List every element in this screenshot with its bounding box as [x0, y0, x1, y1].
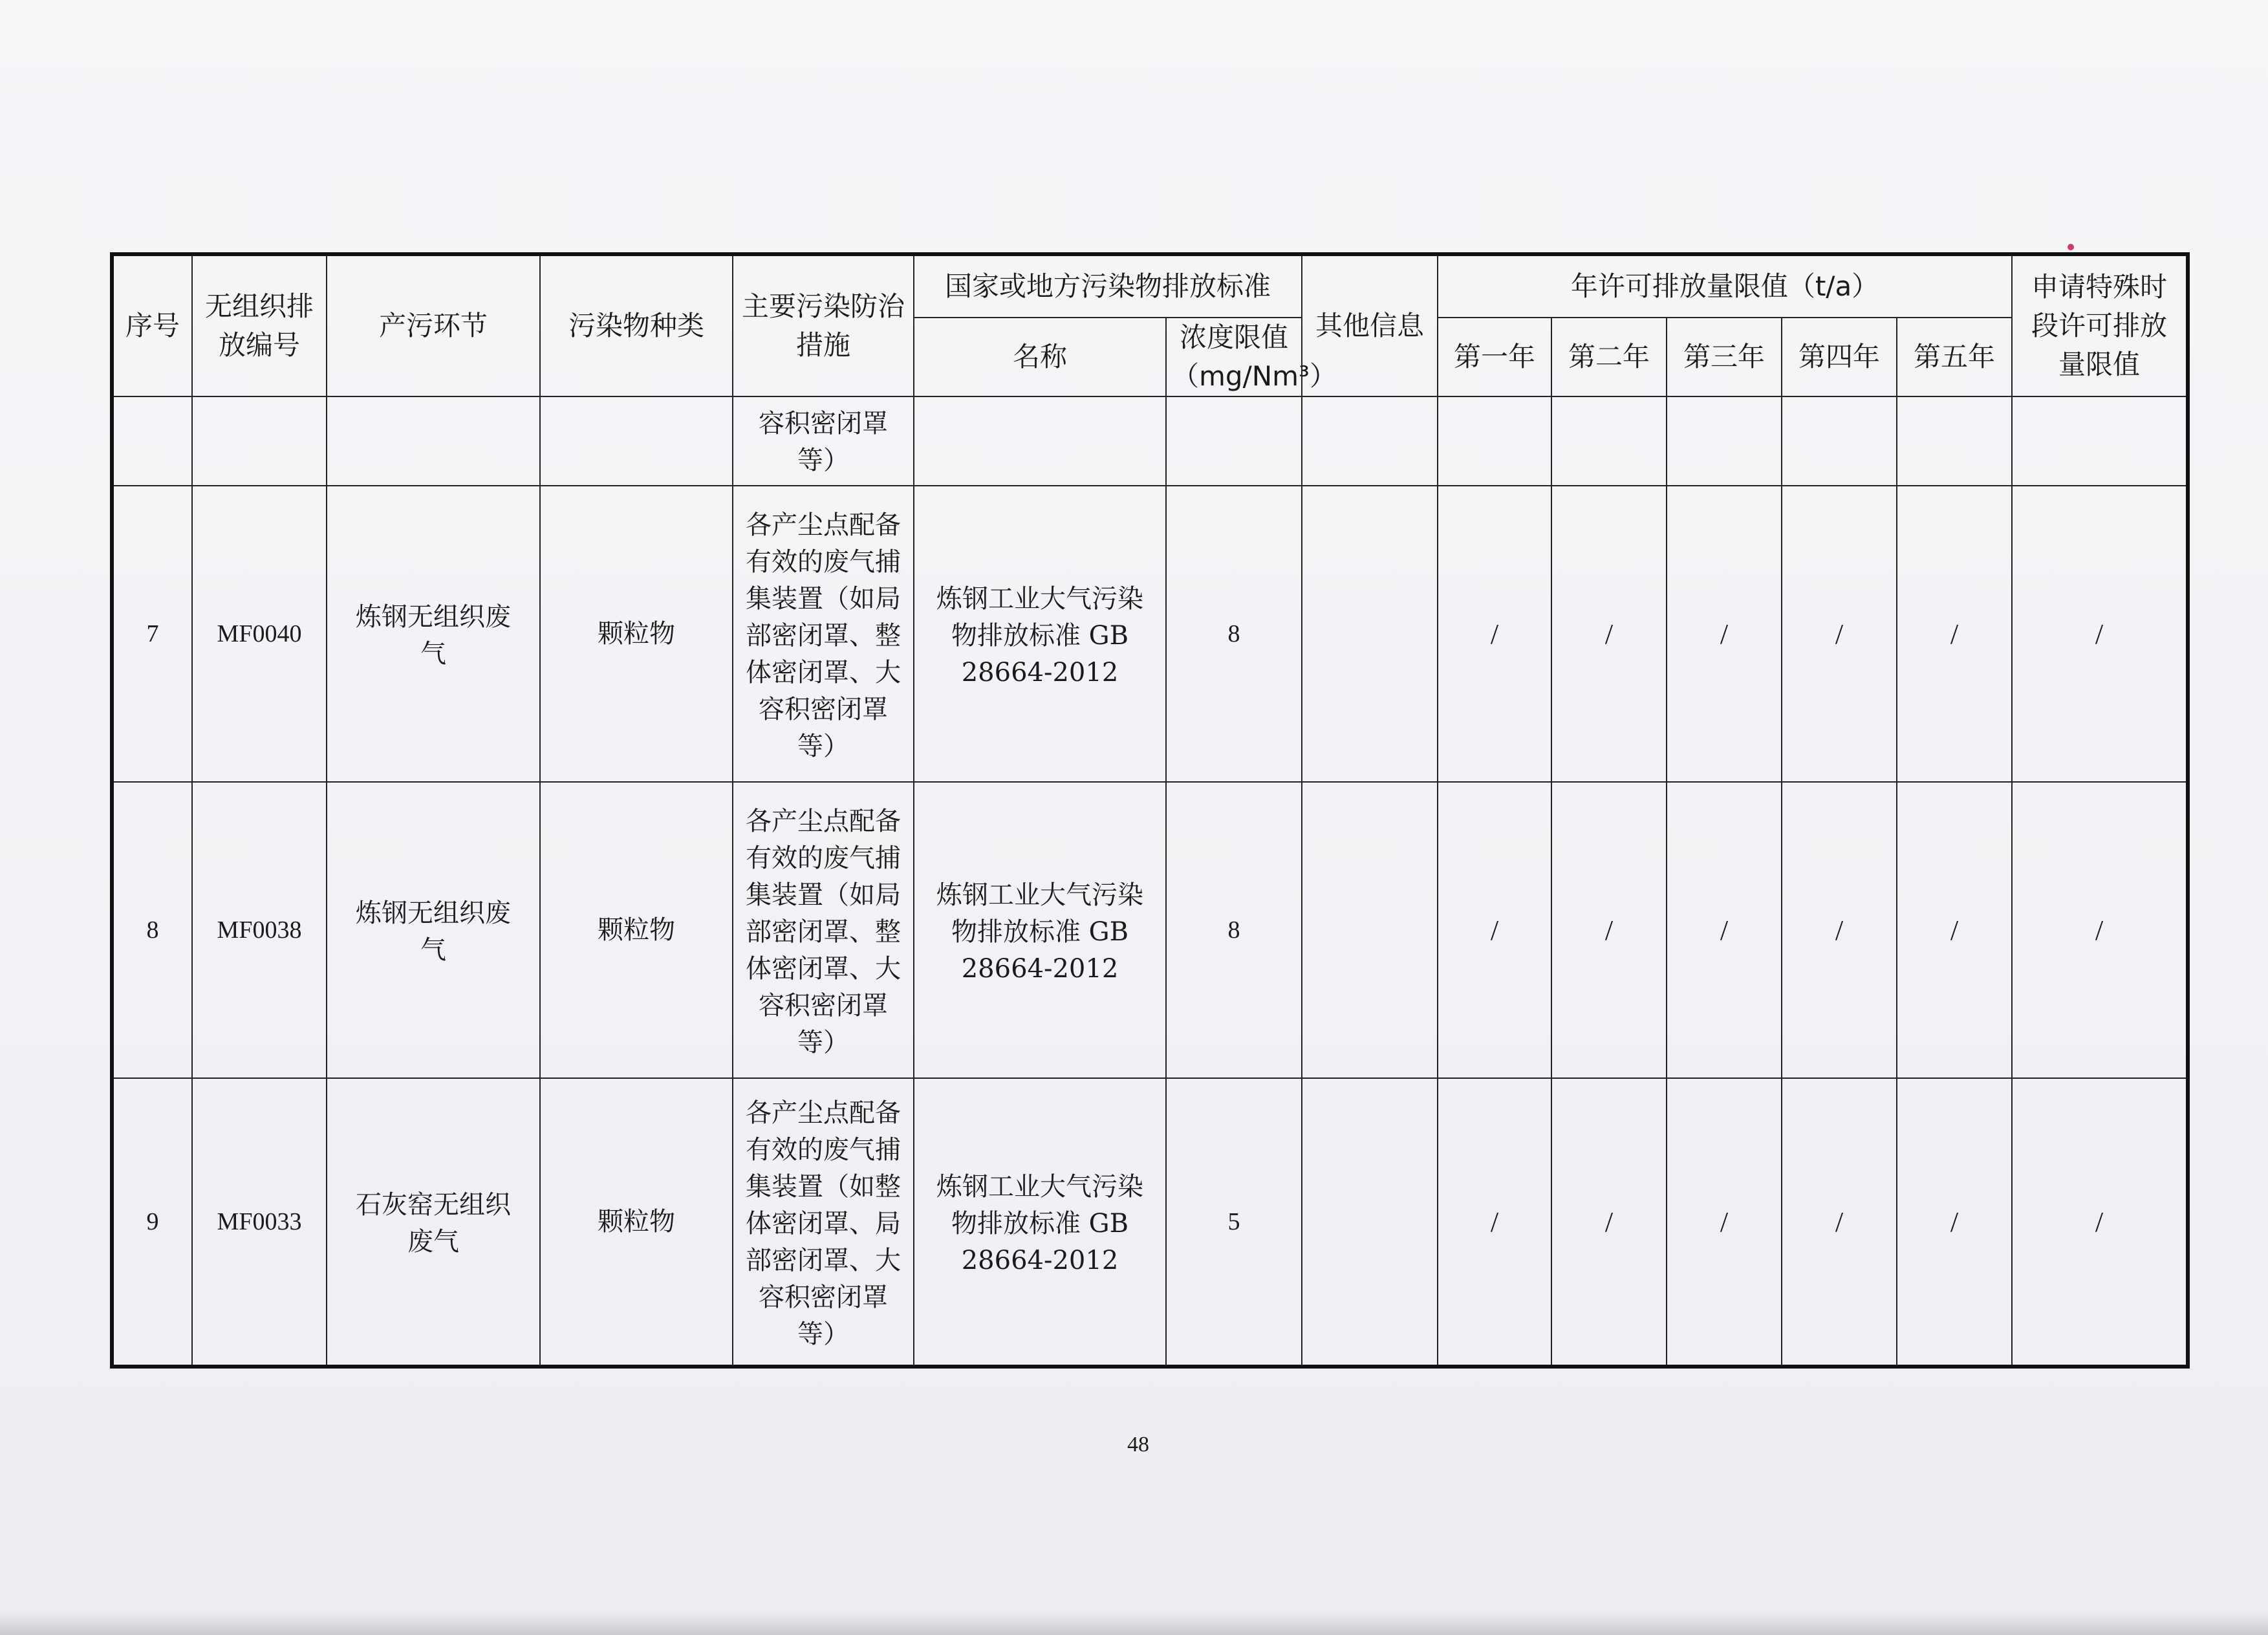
cell-seq: 7 — [112, 486, 192, 782]
cell-standard-name: 炼钢工业大气污染物排放标准 GB 28664-2012 — [914, 486, 1166, 782]
header-special: 申请特殊时段许可排放量限值 — [2012, 254, 2188, 396]
cell-empty — [1897, 396, 2012, 486]
cell-code: MF0038 — [192, 782, 327, 1078]
stray-ink-mark — [2068, 244, 2074, 250]
cell-year-2: / — [1551, 486, 1667, 782]
cell-empty — [1302, 396, 1438, 486]
cell-empty — [914, 396, 1166, 486]
cell-seq: 8 — [112, 782, 192, 1078]
cell-empty — [1551, 396, 1667, 486]
cell-year-1: / — [1438, 1078, 1551, 1367]
cell-seq: 9 — [112, 1078, 192, 1367]
cell-year-1: / — [1438, 782, 1551, 1078]
header-concentration: 浓度限值（mg/Nm³） — [1166, 318, 1302, 396]
cell-pollutant: 颗粒物 — [540, 782, 733, 1078]
cell-empty — [1166, 396, 1302, 486]
cell-code: MF0033 — [192, 1078, 327, 1367]
table-row — [112, 782, 2188, 1078]
cell-year-4: / — [1782, 486, 1897, 782]
header-standard-name: 名称 — [914, 318, 1166, 396]
cell-other — [1302, 486, 1438, 782]
cell-pollutant: 颗粒物 — [540, 1078, 733, 1367]
emission-permit-table — [110, 252, 2190, 1369]
cell-empty — [327, 396, 540, 486]
cell-stage: 炼钢无组织废气 — [327, 782, 540, 1078]
cell-measures: 各产尘点配备有效的废气捕集装置（如局部密闭罩、整体密闭罩、大容积密闭罩等） — [733, 486, 914, 782]
cell-empty — [1438, 396, 1551, 486]
cell-measures: 各产尘点配备有效的废气捕集装置（如整体密闭罩、局部密闭罩、大容积密闭罩等） — [733, 1078, 914, 1367]
cell-code: MF0040 — [192, 486, 327, 782]
cell-other — [1302, 1078, 1438, 1367]
header-year-1: 第一年 — [1438, 318, 1551, 396]
table-row-continuation — [112, 396, 2188, 486]
page-number: 48 — [1127, 1433, 1149, 1456]
cell-year-4: / — [1782, 1078, 1897, 1367]
cell-stage: 石灰窑无组织废气 — [327, 1078, 540, 1367]
header-code: 无组织排放编号 — [192, 254, 327, 396]
cell-measures: 各产尘点配备有效的废气捕集装置（如局部密闭罩、整体密闭罩、大容积密闭罩等） — [733, 782, 914, 1078]
header-measures: 主要污染防治措施 — [733, 254, 914, 396]
cell-standard-name: 炼钢工业大气污染物排放标准 GB 28664-2012 — [914, 782, 1166, 1078]
cell-measures: 容积密闭罩等） — [733, 396, 914, 486]
header-seq: 序号 — [112, 254, 192, 396]
table-row — [112, 486, 2188, 782]
cell-year-5: / — [1897, 782, 2012, 1078]
cell-special: / — [2012, 782, 2188, 1078]
cell-empty — [2012, 396, 2188, 486]
cell-empty — [192, 396, 327, 486]
cell-year-4: / — [1782, 782, 1897, 1078]
table-row — [112, 1078, 2188, 1367]
cell-year-2: / — [1551, 782, 1667, 1078]
cell-empty — [1782, 396, 1897, 486]
header-year-4: 第四年 — [1782, 318, 1897, 396]
header-year-5: 第五年 — [1897, 318, 2012, 396]
cell-year-3: / — [1667, 1078, 1782, 1367]
cell-empty — [540, 396, 733, 486]
cell-special: / — [2012, 1078, 2188, 1367]
cell-year-3: / — [1667, 486, 1782, 782]
cell-stage: 炼钢无组织废气 — [327, 486, 540, 782]
header-year-3: 第三年 — [1667, 318, 1782, 396]
header-standard-group: 国家或地方污染物排放标准 — [914, 254, 1302, 318]
cell-year-5: / — [1897, 1078, 2012, 1367]
scan-edge-shadow — [0, 1610, 2268, 1635]
cell-concentration: 8 — [1166, 782, 1302, 1078]
header-pollutant: 污染物种类 — [540, 254, 733, 396]
cell-special: / — [2012, 486, 2188, 782]
header-year-2: 第二年 — [1551, 318, 1667, 396]
cell-concentration: 5 — [1166, 1078, 1302, 1367]
cell-empty — [112, 396, 192, 486]
cell-empty — [1667, 396, 1782, 486]
cell-pollutant: 颗粒物 — [540, 486, 733, 782]
header-stage: 产污环节 — [327, 254, 540, 396]
cell-year-3: / — [1667, 782, 1782, 1078]
cell-year-2: / — [1551, 1078, 1667, 1367]
cell-year-1: / — [1438, 486, 1551, 782]
header-annual-group: 年许可排放量限值（t/a） — [1438, 254, 2012, 318]
cell-other — [1302, 782, 1438, 1078]
cell-year-5: / — [1897, 486, 2012, 782]
cell-concentration: 8 — [1166, 486, 1302, 782]
cell-standard-name: 炼钢工业大气污染物排放标准 GB 28664-2012 — [914, 1078, 1166, 1367]
header-other: 其他信息 — [1302, 254, 1438, 396]
